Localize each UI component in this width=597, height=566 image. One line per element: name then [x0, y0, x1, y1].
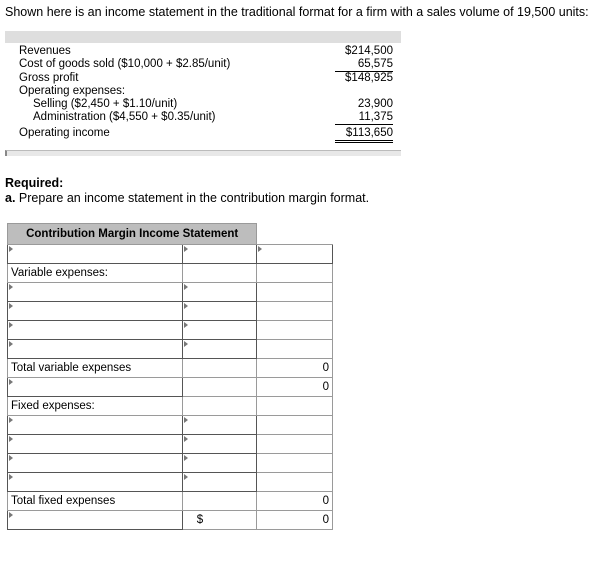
- income-statement: [5, 31, 401, 143]
- variable-expense-3-label-input[interactable]: [8, 321, 183, 340]
- cogs-label: Cost of goods sold ($10,000 + $2.85/unit): [19, 58, 231, 70]
- fixed-expense-4-label-input[interactable]: [8, 473, 183, 492]
- required-heading: Required:: [5, 176, 64, 190]
- variable-expense-2-label-input[interactable]: [8, 302, 183, 321]
- cm-row1-col3-input[interactable]: [257, 245, 333, 264]
- variable-expense-4-label-input[interactable]: [8, 340, 183, 359]
- fixed-expense-1-amount-input[interactable]: [182, 416, 257, 435]
- after-variable-value: 0: [257, 378, 333, 397]
- fixed-expense-1-label-input[interactable]: [8, 416, 183, 435]
- required-section: [5, 176, 369, 206]
- fixed-expenses-label: Fixed expenses:: [8, 397, 183, 416]
- revenues-label: Revenues: [19, 45, 71, 57]
- operating-income-amount: $113,650: [335, 127, 393, 143]
- selling-label: Selling ($2,450 + $1.10/unit): [33, 98, 178, 110]
- fixed-expense-2-amount-input[interactable]: [182, 435, 257, 454]
- total-variable-expenses-value: 0: [257, 359, 333, 378]
- cm-row1-col2-input[interactable]: [182, 245, 257, 264]
- cm-table-title: Contribution Margin Income Statement: [8, 224, 257, 245]
- intro-text: Shown here is an income statement in the traditional format for a firm with a sales volume of 19,500 units:: [5, 5, 589, 19]
- administration-amount: 11,375: [335, 111, 393, 125]
- variable-expense-3-amount-input[interactable]: [182, 321, 257, 340]
- final-row-label-input[interactable]: [8, 511, 183, 530]
- revenues-amount: $214,500: [345, 45, 393, 57]
- part-letter: a.: [5, 191, 16, 205]
- total-fixed-expenses-value: 0: [257, 492, 333, 511]
- operating-expenses-label: Operating expenses:: [19, 85, 126, 97]
- variable-expenses-label: Variable expenses:: [8, 264, 183, 283]
- fixed-expense-4-amount-input[interactable]: [182, 473, 257, 492]
- variable-expense-2-amount-input[interactable]: [182, 302, 257, 321]
- after-variable-label-input[interactable]: [8, 378, 183, 397]
- variable-expense-1-label-input[interactable]: [8, 283, 183, 302]
- part-instruction: Prepare an income statement in the contribution margin format.: [15, 191, 370, 205]
- fixed-expense-2-label-input[interactable]: [8, 435, 183, 454]
- variable-expense-4-amount-input[interactable]: [182, 340, 257, 359]
- gross-profit-label: Gross profit: [19, 72, 79, 84]
- variable-expense-1-amount-input[interactable]: [182, 283, 257, 302]
- cogs-amount: 65,575: [335, 58, 393, 72]
- total-fixed-expenses-label: Total fixed expenses: [8, 492, 183, 511]
- administration-label: Administration ($4,550 + $0.35/unit): [33, 111, 216, 123]
- selling-amount: 23,900: [357, 98, 393, 110]
- cm-row1-label-input[interactable]: [8, 245, 183, 264]
- fixed-expense-3-amount-input[interactable]: [182, 454, 257, 473]
- final-row-value: 0: [257, 511, 333, 530]
- currency-symbol: $: [196, 514, 204, 526]
- statement-divider: [5, 150, 401, 156]
- operating-income-label: Operating income: [19, 127, 110, 139]
- contribution-margin-table: [7, 223, 333, 530]
- total-variable-expenses-label: Total variable expenses: [8, 359, 183, 378]
- gross-profit-amount: $148,925: [345, 72, 393, 84]
- fixed-expense-3-label-input[interactable]: [8, 454, 183, 473]
